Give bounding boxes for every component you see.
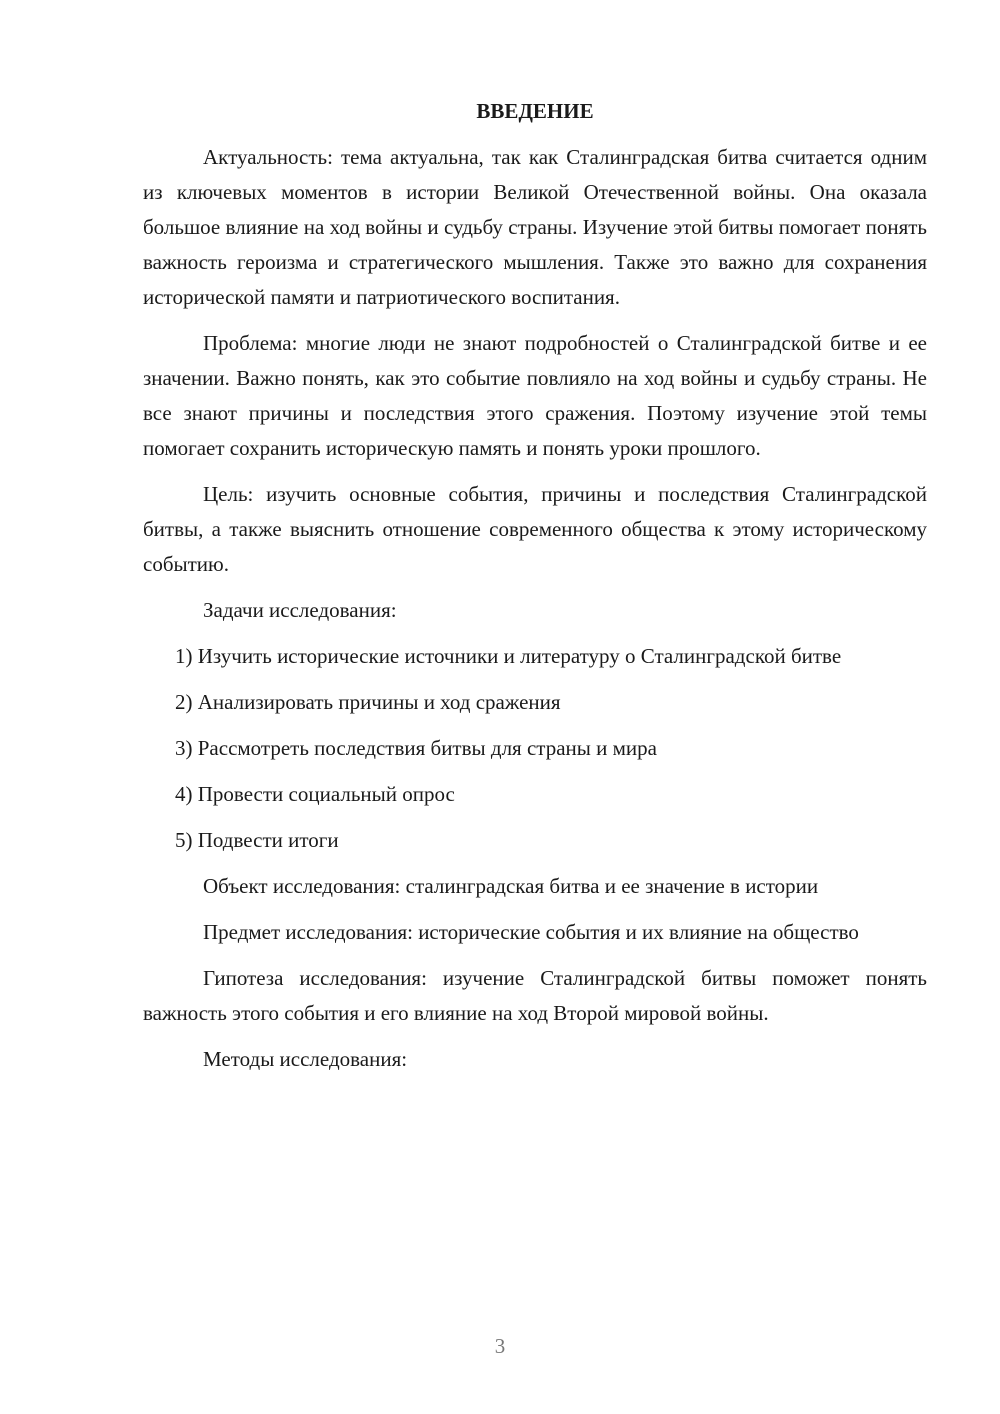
goal-paragraph: Цель: изучить основные события, причины и последствия Сталинградской битвы, а также выяснить отношение современного общества к этому историческому событию. [143,482,927,576]
object-paragraph: Объект исследования: сталинградская битва и ее значение в истории [203,874,819,898]
page-content [143,94,927,1088]
section-title: ВВЕДЕНИЕ [476,99,594,123]
task-item-4: 4) Провести социальный опрос [175,782,455,806]
page-number: 3 [494,1334,506,1358]
relevance-paragraph: Актуальность: тема актуальна, так как Сталинградская битва считается одним из ключевых моментов в истории Великой Отечественной войны. Она оказала большое влияние на ход войны и судьбу страны. Изучение этой битвы помогает понять важность героизма и стратегического мышления. Также это важно для сохранения исторической памяти и патриотического воспитания. [143,145,927,309]
hypothesis-paragraph: Гипотеза исследования: изучение Сталинградской битвы поможет понять важность этого события и его влияние на ход Второй мировой войны. [143,966,927,1025]
methods-heading: Методы исследования: [203,1047,408,1071]
task-item-1: 1) Изучить исторические источники и литературу о Сталинградской битве [175,644,842,668]
tasks-heading: Задачи исследования: [203,598,397,622]
task-item-3: 3) Рассмотреть последствия битвы для страны и мира [175,736,657,760]
subject-paragraph: Предмет исследования: исторические события и их влияние на общество [203,920,859,944]
task-item-5: 5) Подвести итоги [175,828,339,852]
problem-paragraph: Проблема: многие люди не знают подробностей о Сталинградской битве и ее значении. Важно понять, как это событие повлияло на ход войны и судьбу страны. Не все знают причины и последствия этого сражения. Поэтому изучение этой темы помогает сохранить историческую память и понять уроки прошлого. [143,331,927,460]
task-item-2: 2) Анализировать причины и ход сражения [175,690,561,714]
